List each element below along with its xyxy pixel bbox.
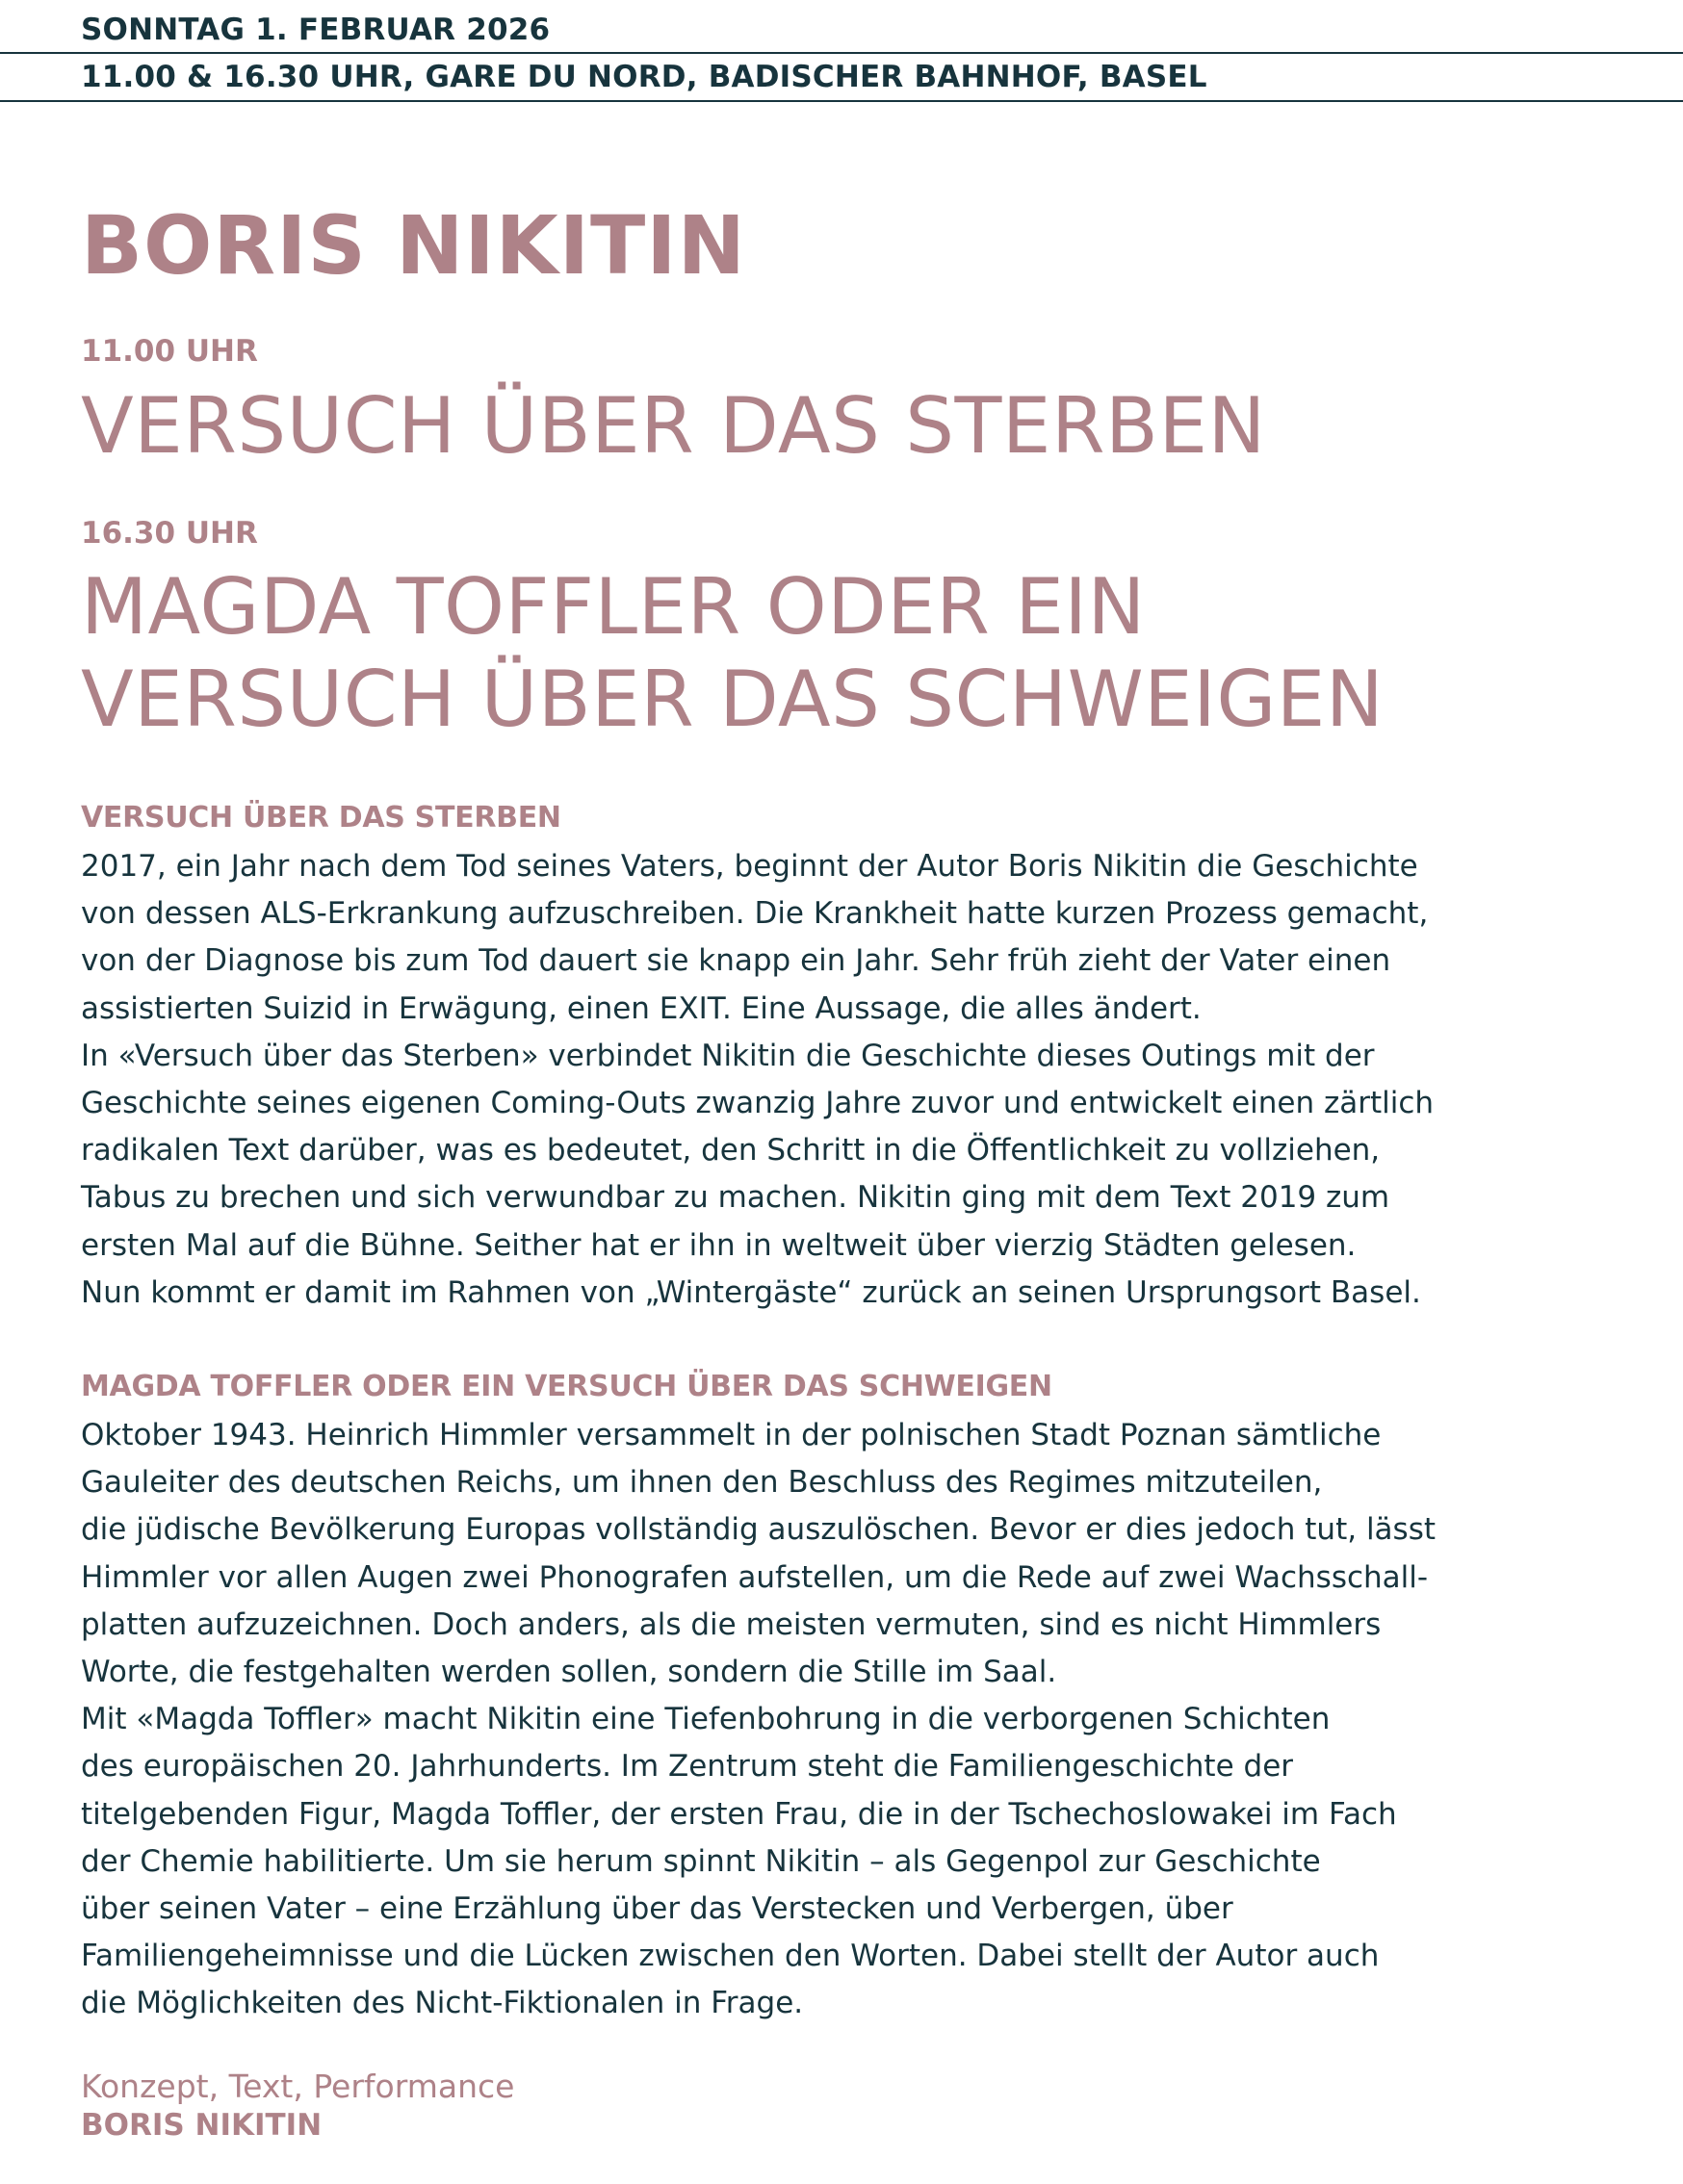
section-body-schweigen [81, 1412, 1660, 2028]
text-line: Tabus zu brechen und sich verwundbar zu machen. Nikitin ging mit dem Text 2019 zum [81, 1180, 1390, 1216]
text-line: von der Diagnose bis zum Tod dauert sie knapp ein Jahr. Sehr früh zieht der Vater einen [81, 943, 1391, 979]
text-line: Oktober 1943. Heinrich Himmler versammelt in der polnischen Stadt Poznan sämtliche [81, 1418, 1382, 1452]
program-time-2: 16.30 UHR [81, 516, 258, 551]
event-date: SONNTAG 1. FEBRUAR 2026 [81, 13, 551, 47]
header-divider-bottom [0, 100, 1683, 102]
text-line: Nun kommt er damit im Rahmen von „Wintergäste“ zurück an seinen Ursprungsort Basel. [81, 1274, 1421, 1310]
text-line: die Möglichkeiten des Nicht-Fiktionalen in Frage. [81, 1986, 804, 2021]
text-line: der Chemie habilitierte. Um sie herum spinnt Nikitin – als Gegenpol zur Geschichte [81, 1843, 1321, 1879]
program-title-2-line-2: VERSUCH ÜBER DAS SCHWEIGEN [81, 655, 1385, 744]
text-line: Worte, die festgehalten werden sollen, sondern die Stille im Saal. [81, 1655, 1057, 1690]
header-divider-top [0, 52, 1683, 54]
credit-role: Konzept, Text, Performance [81, 2068, 515, 2105]
section-heading-sterben: VERSUCH ÜBER DAS STERBEN [81, 801, 561, 835]
text-line: Geschichte seines eigenen Coming-Outs zwanzig Jahre zuvor und entwickelt einen zärtlich [81, 1086, 1435, 1121]
text-line: von dessen ALS-Erkrankung aufzuschreiben. Die Krankheit hatte kurzen Prozess gemacht, [81, 896, 1429, 932]
text-line: platten aufzuzeichnen. Doch anders, als die meisten vermuten, sind es nicht Himmlers [81, 1606, 1382, 1642]
text-line: radikalen Text darüber, was es bedeutet, den Schritt in die Öffentlichkeit zu vollziehen, [81, 1133, 1381, 1169]
section-body-sterben [81, 843, 1660, 1317]
program-title-2-line-1: MAGDA TOFFLER ODER EIN [81, 562, 1146, 652]
artist-name: BORIS NIKITIN [81, 198, 746, 293]
text-line: titelgebenden Figur, Magda Toffler, der ersten Frau, die in der Tschechoslowakei im Fach [81, 1796, 1397, 1832]
text-line: Gauleiter des deutschen Reichs, um ihnen den Beschluss des Regimes mitzuteilen, [81, 1465, 1323, 1501]
text-line: die jüdische Bevölkerung Europas vollständig auszulöschen. Bevor er dies jedoch tut, lässt [81, 1512, 1437, 1548]
credit-name: BORIS NIKITIN [81, 2108, 323, 2143]
text-line: Himmler vor allen Augen zwei Phonografen aufstellen, um die Rede auf zwei Wachsschall- [81, 1559, 1429, 1595]
text-line: ersten Mal auf die Bühne. Seither hat er ihn in weltweit über vierzig Städten gelesen. [81, 1227, 1357, 1263]
text-line: des europäischen 20. Jahrhunderts. Im Zentrum steht die Familiengeschichte der [81, 1749, 1294, 1785]
text-line: Familiengeheimnisse und die Lücken zwischen den Worten. Dabei stellt der Autor auch [81, 1939, 1380, 1974]
text-line: über seinen Vater – eine Erzählung über das Verstecken und Verbergen, über [81, 1891, 1233, 1927]
text-line: 2017, ein Jahr nach dem Tod seines Vaters, beginnt der Autor Boris Nikitin die Geschichte [81, 849, 1418, 884]
program-time-1: 11.00 UHR [81, 334, 258, 369]
section-heading-schweigen: MAGDA TOFFLER ODER EIN VERSUCH ÜBER DAS SCHWEIGEN [81, 1370, 1052, 1403]
text-line: Mit «Magda Toffler» macht Nikitin eine Tiefenbohrung in die verborgenen Schichten [81, 1702, 1331, 1737]
event-venue: 11.00 & 16.30 UHR, GARE DU NORD, BADISCHER BAHNHOF, BASEL [81, 60, 1207, 94]
text-line: assistierten Suizid in Erwägung, einen EXIT. Eine Aussage, die alles ändert. [81, 990, 1202, 1026]
text-line: In «Versuch über das Sterben» verbindet Nikitin die Geschichte dieses Outings mit der [81, 1038, 1375, 1073]
program-title-1: VERSUCH ÜBER DAS STERBEN [81, 381, 1266, 471]
